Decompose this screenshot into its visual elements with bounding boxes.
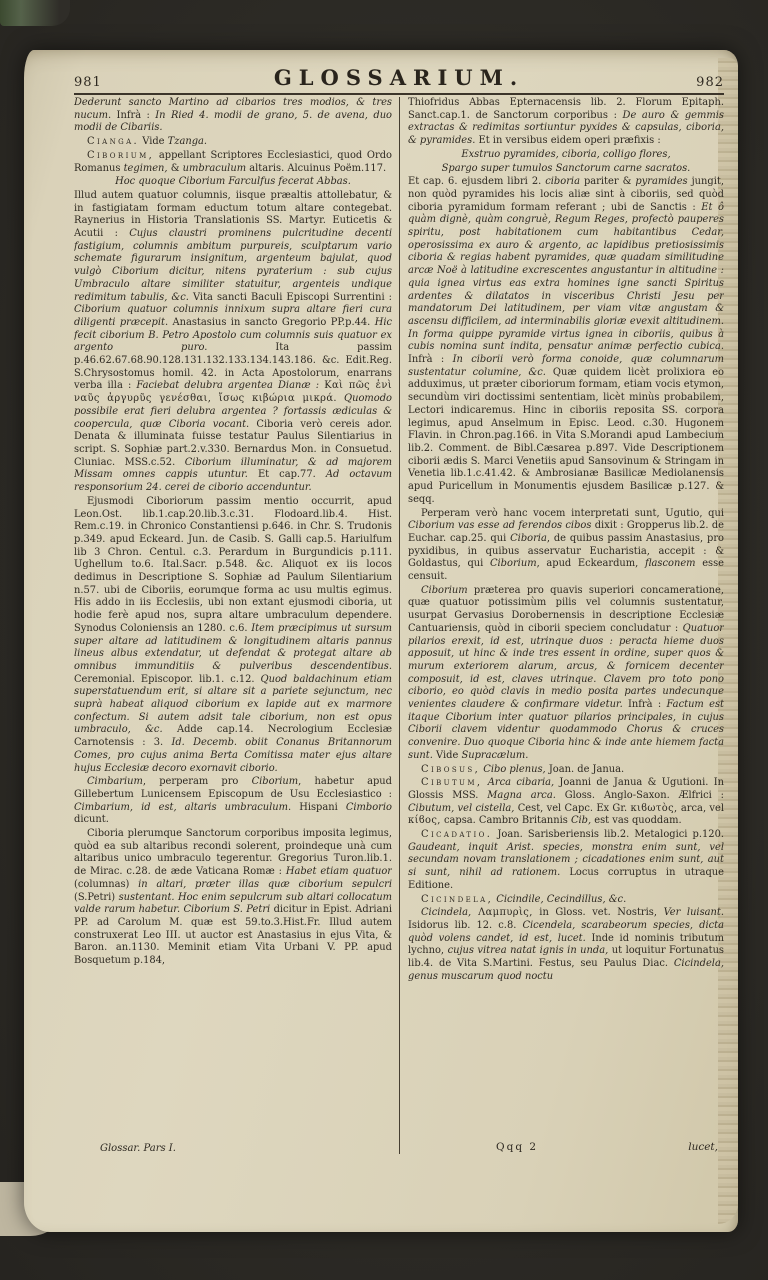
text-run: Quatuor pilarios erexit, id est, utrinque duos : peracta hieme duos apposuit, ut hinc & inde tres essent in ordine, super quos & murum exteriorem alarum, arcus, & fornicem decenter composuit, id est, claves utrinque. Clavem pro toto pono ciborio, eo quòd clavis in medio posita partes undecunque venientes claudere & confirmare videtur. — [408, 622, 724, 711]
printed-area — [74, 58, 724, 1154]
text-run: Vide — [432, 749, 462, 761]
text-run: Anastasius in sancto Gregorio PP.p.44. — [168, 316, 375, 328]
text-run: Exstruo pyramides, ciboria, colligo flores, — [461, 148, 671, 160]
paragraph — [408, 829, 724, 893]
paragraph — [74, 176, 392, 189]
text-run: Supracælum. — [461, 749, 529, 761]
text-run: Cest, vel Capc. Ex Gr. — [514, 802, 631, 814]
text-run: Ejusmodi Ciboriorum passim mentio occurrit, apud Leon.Ost. lib.1.cap.20.lib.3.c.31. Flodoard.lib.4. Hist. Rem.c.19. in Chronico Constantiensi p.646. in Chr. S. Trudonis p.349. apud Eckeard. Jun. de Casib. S. Galli cap.5. Hariulfum lib 3 Chron. Centul. c.3. Perardum in Burgundicis p.111. Ughellum to.6. Ital.Sacr. p.548. &c. Aliquot ex iis locos dedimus in Descriptione S. Sophiæ ad Paulum Silentiarium n.57. ubi de Ciboriis, eorumque forma ac usu multis egimus. His addo in iis Ecclesiis, ubi non extant ejusmodi ciboria, ut hodie ferè apud nos, supra altare umbraculum dependere. Synodus Coloniensis an 1280. c.6. — [74, 495, 392, 634]
text-run: Tzanga. — [167, 136, 208, 148]
page-header — [74, 58, 724, 90]
text-run: Ad octavum responsorium 24. cerei de ciborio accenduntur. — [74, 469, 392, 494]
text-run: Cibutum, vel cistella, — [408, 802, 515, 814]
header-rule — [74, 93, 724, 95]
catchword: lucet, — [688, 1141, 718, 1153]
text-run: jungit, non quòd pyramides his locis aliæ sint à ciboriis, sed quòd ciboria pyramidum formam referant ; ubi de Sanctis : — [408, 176, 724, 213]
text-run: Cib, — [570, 815, 592, 827]
paragraph — [408, 163, 724, 176]
text-run: , habetur apud Gillebertum Lunicensem Episcopum de Usu Ecclesiastico : — [74, 776, 392, 800]
text-run: Infrà : — [111, 109, 156, 121]
text-run: Thiofridus Abbas Epternacensis lib. 2. Florum Epitaph. Sanct.cap.1. de Sanctorum corporibus : — [408, 97, 724, 121]
text-run: Cicindela, — [421, 907, 472, 919]
text-run: Gaudeant, inquit Arist. species, monstra enim sunt, vel secundam novam translationem ; cicadationes enim sunt, aut si sunt, nihil ad rationem. — [408, 841, 724, 879]
paragraph — [408, 97, 724, 148]
text-run: (S.Petri) — [74, 891, 116, 903]
text-run: Inde id nominis tributum lychno, — [408, 932, 724, 957]
text-run: Arca cibaria, — [482, 777, 555, 789]
column-left — [74, 97, 399, 1154]
text-run: Infrà : — [408, 354, 453, 366]
text-run: De auro & gemmis extractas & redimitas sortiuntur pyxides & capsulas, ciboria, & pyramides. — [408, 109, 724, 147]
text-run: Καὶ πῶς ἐνὶ ναῦς ἀργυρῦς γενέσθαι, ἴσως κιβώρια μικρά. — [74, 380, 392, 405]
text-run: Hispani — [291, 801, 346, 813]
text-run: Vita sancti Baculi Episcopi Surrentini : — [188, 291, 392, 303]
text-run: Perperam verò hanc vocem interpretati sunt, Ugutio, qui — [421, 507, 724, 519]
text-run: dicunt. — [74, 814, 109, 826]
text-run: Joan. Sarisberiensis lib.2. Metalogici p.120. — [492, 829, 724, 841]
text-run: Cicindile, Cecindillus, &c. — [493, 893, 627, 905]
text-run: Cianga. — [87, 136, 140, 148]
text-run: Locus corruptus in utraque Editione. — [408, 867, 724, 891]
text-run: Factum est itaque Ciborium inter quatuor pilarios principales, in cujus Ciborii clavem videntur quodammodo Chorus & cruces convenire. Duo quoque Ciboria hinc & inde ante hiemem facta sunt. — [408, 699, 724, 761]
paragraph — [408, 777, 724, 828]
text-run: , de quibus passim Anastasius, pro pyxidibus, in quibus asservatur Eucharistia, accepit : & Goldastus, qui — [408, 532, 724, 570]
binding-edge — [0, 0, 70, 26]
page-number-right: 982 — [696, 75, 724, 90]
text-run: In Ried 4. modii de grano, 5. de avena, duo modii de Cibariis. — [74, 109, 392, 134]
text-run: pyramides — [635, 176, 688, 188]
column-right — [399, 97, 724, 1154]
text-run: Quomodo possibile erat fieri delubra argentea ? fortassis ædiculas & coopercula, quæ Ciboria vocant. — [74, 393, 392, 430]
text-run: Quæ quidem licèt prolixiora eo adduximus, ut præter ciboriorum formam, etiam vocis etymon, secundùm viri doctissimi sententiam, licèt minùs probabilem, Lectori indicaremus. Hinc in ciboriis reposita SS. corpora legimus, apud Anselmum in Episc. Leod. c.30. Hugonem Flavin. in Chron.pag.166. in Vita S.Morandi apud Lambecium lib.2. Comment. de Bibl.Cæsarea p.897. Vide Descriptionem ciborii ædis S. Marci Venetiis apud Sansovinum & Stringam in Venetia lib.1.c.41.42. & Ambrosianæ Basilicæ Mediolanensis apud Puricellum in Monumentis ejusdem Basilicæ p.127. & seqq. — [408, 366, 724, 505]
text-run: Ceremonial. Episcopor. lib.1. c.12. — [74, 673, 261, 685]
paragraph — [408, 894, 724, 907]
text-run: Ciborium illuminatur, & ad majorem Missam omnes cappis utuntur. — [74, 456, 392, 481]
text-run: ut loquitur Fortunatus lib.4. de Vita S.Martini. Festus, seu Paulus Diac. — [408, 945, 724, 970]
text-run: Joanni de Janua & Ugutioni. In Glossis MSS. — [408, 777, 724, 801]
text-run: Hoc quoque Ciborium Farculfus fecerat Abbas. — [115, 176, 351, 188]
text-run: Ver luisant. — [663, 907, 724, 919]
text-run: Item præcipimus ut sursum super altare ad latitudinem & longitudinem altaris pannus lineus albus extendatur, ut defendat & protegat altare ab omnibus immunditiis & pulveribus descendentibus. — [74, 622, 392, 672]
text-run: κίϐος, — [408, 815, 441, 827]
text-run: Joan. de Janua. — [545, 763, 625, 775]
page-title: GLOSSARIUM. — [273, 65, 525, 90]
text-run: Ciboria plerumque Sanctorum corporibus imposita legimus, quòd ea sub altaribus recondi solerent, proindeque unà cum altaribus unico umbraculo tegerentur. Gregorius Turon.lib.1. de Mirac. c.28. de æde Vaticana Romæ : — [74, 828, 392, 878]
paragraph — [408, 907, 724, 983]
text-run: Et cap. 6. ejusdem libri 2. — [408, 176, 546, 188]
text-run: Id. Decemb. obiit Conanus Britannorum Comes, pro cujus anima Berta Comitissa mater ejus altare hujus Ecclesiæ decoro exornavit ciborio. — [74, 737, 392, 774]
text-run: Ciborium — [251, 776, 299, 788]
text-run: sustentant. Hoc enim sepulcrum sub altari collocatum valde rarum habetur. Ciborium S. Petri — [74, 891, 392, 916]
column-left-body — [74, 97, 392, 1139]
text-run: κιϐωτὸς, — [630, 802, 678, 814]
text-run: Cibosus, — [421, 763, 481, 775]
text-run: Ciborium, — [87, 149, 155, 161]
text-run: Faciebat delubra argentea Dianæ : — [136, 380, 325, 392]
text-run: Cujus claustri prominens pulcritudine decenti fastigium, columnis ambitum purpureis, sculptarum vario schemate figurarum insignitum, argenteum bajulat, quod vulgò Ciborium dicitur, nitens pyraterium : sub cujus Umbraculo altare similiter statuitur, argenteis undique redimitum tabulis, &c. — [74, 228, 392, 303]
quire-footer — [408, 1141, 724, 1153]
paragraph — [74, 828, 392, 968]
paragraph — [408, 508, 724, 584]
text-run: Cibo plenus, — [480, 763, 546, 775]
text-run: Cimbarium, id est, altaris umbraculum. — [74, 801, 292, 813]
text-run: Cimbarium — [87, 776, 143, 788]
text-run: Cicindela, — [421, 893, 494, 905]
text-run: appellant Scriptores Ecclesiastici, quod Ordo Romanus — [74, 149, 392, 174]
text-run: cujus vitrea natat ignis in unda, — [447, 945, 609, 957]
paragraph — [408, 585, 724, 763]
text-run: (columnas) — [74, 878, 130, 890]
paragraph — [408, 149, 724, 162]
paragraph — [74, 496, 392, 775]
text-run: dicitur in Epist. Adriani PP. ad Carolum M. quæ est 59.to.3.Hist.Fr. Illud autem construxerat Leo III. ut auctor est Anastasius in ejus Vita, & Baron. an.1130. Meminit etiam Vita Urbani V. PP. apud Bosquetum p.184, — [74, 904, 392, 967]
book-page — [24, 50, 738, 1232]
text-run: Hic fecit ciborium B. Petro Apostolo cum columnis suis quatuor ex argento puro. — [74, 316, 392, 354]
text-run: Spargo super tumulos Sanctorum carne sacratos. — [441, 162, 691, 174]
text-run: Ita passim p.46.62.67.68.90.128.131.132.133.134.143.186. &c. Edit.Reg. S.Chrysostomus homil. 42. in Acta Apostolorum, enarrans verba illa : — [74, 342, 392, 392]
text-run: & — [167, 162, 183, 174]
text-run: Et in versibus eidem operi præfixis : — [475, 135, 661, 147]
text-run: Vide — [139, 136, 168, 148]
text-run: ciboria — [545, 176, 580, 188]
text-run: Ciborium — [489, 558, 537, 570]
signature-mark: Qqq 2 — [496, 1141, 539, 1153]
text-run: Cicadatio. — [421, 829, 493, 841]
text-columns — [74, 97, 724, 1154]
paragraph — [74, 136, 392, 149]
paragraph — [74, 150, 392, 175]
text-run: umbraculum — [182, 162, 247, 174]
part-signature: Glossar. Pars I. — [100, 1143, 176, 1154]
text-run: Dederunt sancto Martino ad cibarios tres modios, & tres nucum. — [74, 97, 392, 121]
text-run: dixit : Gropperus lib.2. de Euchar. cap.25. qui — [408, 520, 724, 544]
text-run: Infrà : — [622, 699, 667, 711]
text-run: est vas quoddam. — [591, 815, 682, 827]
text-run: capsa. Cambro Britannis — [440, 815, 571, 827]
text-run: in Gloss. vet. Nostris, — [532, 907, 664, 919]
text-run: Ciborium — [421, 584, 468, 596]
paragraph — [74, 97, 392, 135]
text-run: tegimen, — [123, 162, 168, 174]
text-run: Illud autem quatuor columnis, iisque præaltis attollebatur, & in fastigiatam formam eductum totum altare contegebat. Raynerius in Historia Translationis SS. Martyr. Euticetis & Acutii : — [74, 189, 392, 240]
paragraph — [74, 190, 392, 495]
text-run: Isidorus lib. 12. c.8. — [408, 920, 523, 931]
text-run: Ciborium vas esse ad ferendos cibos — [408, 520, 592, 532]
text-run: præterea pro quavis superiori concameratione, quæ quatuor potissimùm pilis vel columnis sustentatur, usurpat Gervasius Dorobernensis in descriptione Ecclesiæ Cantuariensis, quòd in ciborii speciem concludatur : — [408, 584, 724, 634]
paragraph — [74, 776, 392, 827]
text-run: Gloss. Anglo-Saxon. Ælfrici : — [555, 789, 724, 801]
page-number-left: 981 — [74, 75, 102, 90]
text-run: Cimborio — [345, 801, 392, 813]
text-run: Cicendela, scarabeorum species, dicta quòd volens candet, id est, lucet. — [408, 920, 724, 944]
text-run: altaris. Alcuinus Poëm.117. — [246, 162, 387, 174]
text-run: Cicindela, genus muscarum quod noctu — [408, 958, 724, 982]
text-run: In ciborii verò forma conoide, quæ columnarum sustentatur columine, &c. — [408, 354, 724, 378]
paragraph — [408, 764, 724, 777]
text-run: Ciboria — [510, 532, 547, 544]
text-run: Λαμπυρὶς, — [471, 907, 533, 919]
text-run: in altari, præter illas quæ ciborium sepulcri — [129, 878, 392, 890]
text-run: Habet etiam quatuor — [285, 866, 392, 878]
text-run: Quod baldachinum etiam superstatuendum erit, si altare sit a pariete sejunctum, nec suprà habeat aliquod ciborium ex lapide aut ex marmore confectum. Si autem adsit tale ciborium, non est opus umbraculo, &c. — [74, 673, 392, 736]
text-run: Adde cap.14. Necrologium Ecclesiæ Carnotensis : 3. — [74, 724, 392, 749]
column-right-body — [408, 97, 724, 1139]
text-run: Cibutum, — [421, 777, 483, 789]
text-run: pariter & — [579, 176, 636, 188]
text-run: Et ô quàm dignè, quàm congruè, Regum Reges, profectò pauperes spiritu, post habitationem cum habitantibus Cedar, operosissima ex auro & argento, ac lapidibus pretiosissimis ciboria & regias habent pyramides, quæ quadam similitudine arcæ Noë à latitudine excrescentes angustantur in altitudine : quia ignea virtus eas extra homines igne sancti Spiritus ardentes & dilatatos in visceribus Christi Jesu per mandatorum Dei latitudinem, per viam vitæ angustam & ascensu difficilem, ad interminabilis gloriæ evexit altitudinem. In forma quippe pyramide virtus ignea in ciboriis, quibus à cubis nomina sunt indita, pensatur animæ perfectio cubica. — [408, 201, 724, 353]
text-run: Et cap.77. — [247, 469, 326, 481]
text-run: flasconem — [644, 558, 696, 570]
text-run: Ciboria verò cereis ador. Denata & illuminata fuisse testatur Paulus Silentiarius in script. S. Sophiæ part.2.v.330. Bernardus Mon. in Consuetud. Cluniac. MSS.c.52. — [74, 418, 392, 468]
text-run: , perperam pro — [142, 776, 252, 788]
paragraph — [408, 176, 724, 506]
text-run: arca, vel — [677, 802, 724, 814]
text-run: Magna arca. — [487, 789, 556, 801]
text-run: Ciborium quatuor columnis innixum supra altare fieri cura diligenti præcepit. — [74, 304, 392, 328]
text-run: , apud Eckeardum, — [536, 558, 645, 570]
text-run: esse censuit. — [408, 558, 724, 583]
